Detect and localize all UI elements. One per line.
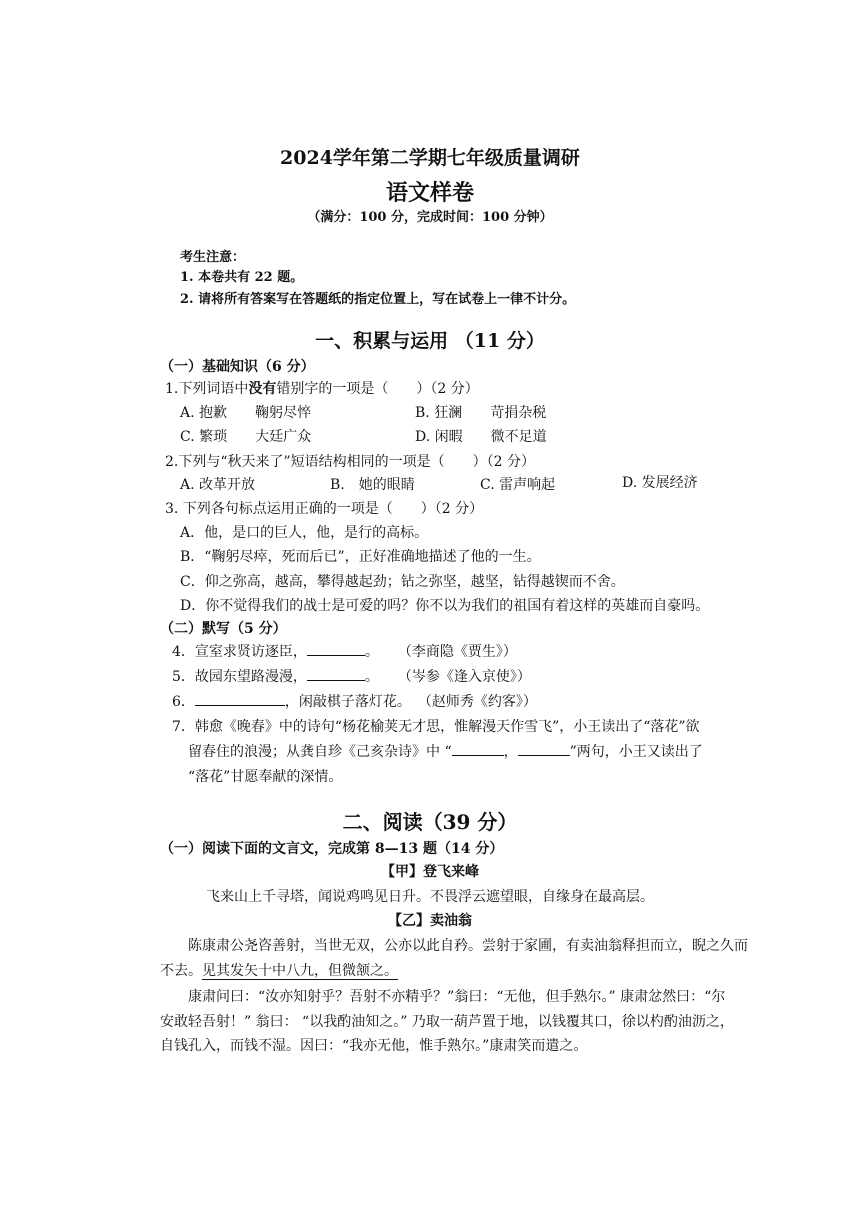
question-3-option-c: C．仰之弥高，越高，攀得越起劲；钻之弥坚，越坚，钻得越锲而不舍。 bbox=[180, 574, 625, 590]
notice-item-1: 1. 本卷共有 22 题。 bbox=[180, 270, 304, 285]
exam-info: （满分：100 分，完成时间：100 分钟） bbox=[307, 210, 553, 225]
passage-yi-title: 【乙】卖油翁 bbox=[388, 913, 472, 929]
exam-subject-title: 语文样卷 bbox=[385, 180, 474, 206]
question-6: 6． ，闲敲棋子落灯花。 （赵师秀《约客》） bbox=[172, 691, 537, 711]
subsection-basic-knowledge: （一）基础知识（6 分） bbox=[160, 359, 315, 375]
section-1-title: 一、积累与运用 （11 分） bbox=[315, 330, 545, 352]
answer-blank[interactable] bbox=[195, 691, 285, 706]
question-1-option-b: B. 狂澜 苛捐杂税 bbox=[415, 405, 547, 421]
question-1-option-a: A. 抱歉 鞠躬尽悴 bbox=[180, 405, 312, 421]
question-1-option-c: C. 繁琐 大廷广众 bbox=[180, 429, 312, 445]
question-7-line-3: “落花”甘愿奉献的深情。 bbox=[188, 769, 343, 785]
subsection-classical-reading: （一）阅读下面的文言文，完成第 8—13 题（14 分） bbox=[160, 841, 504, 857]
question-2-option-c: C. 雷声响起 bbox=[480, 477, 556, 493]
underlined-sentence: 见其发矢十中八九，但微颔之。 bbox=[202, 963, 398, 979]
answer-blank[interactable] bbox=[518, 741, 570, 756]
question-3-option-d: D．你不觉得我们的战士是可爱的吗？你不以为我们的祖国有着这样的英雄而自豪吗。 bbox=[180, 598, 710, 614]
question-5: 5．故园东望路漫漫， 。 （岑参《逢入京使》） bbox=[172, 666, 531, 686]
passage-jia-title: 【甲】登飞来峰 bbox=[381, 864, 479, 880]
question-2-option-a: A. 改革开放 bbox=[180, 477, 256, 493]
question-3-stem: 3. 下列各句标点运用正确的一项是（ ）（2 分） bbox=[165, 501, 484, 517]
passage-yi-paragraph-1-line-1: 陈康肃公尧咨善射，当世无双，公亦以此自矜。尝射于家圃，有卖油翁释担而立，睨之久而 bbox=[188, 938, 748, 954]
passage-yi-paragraph-2-line-3: 自钱孔入，而钱不湿。因曰：“我亦无他，惟手熟尔。”康肃笑而遣之。 bbox=[160, 1038, 588, 1054]
question-2-option-d: D. 发展经济 bbox=[622, 475, 698, 491]
passage-yi-paragraph-1-line-2: 不去。见其发矢十中八九，但微颔之。 bbox=[160, 963, 398, 979]
question-1-stem: 1.下列词语中没有错别字的一项是（ ）（2 分） bbox=[165, 381, 479, 397]
notice-item-2: 2. 请将所有答案写在答题纸的指定位置上，写在试卷上一律不计分。 bbox=[180, 292, 576, 307]
exam-title: 2024学年第二学期七年级质量调研 bbox=[280, 147, 580, 169]
passage-jia-text: 飞来山上千寻塔，闻说鸡鸣见日升。不畏浮云遮望眼，自缘身在最高层。 bbox=[206, 889, 654, 905]
answer-blank[interactable] bbox=[307, 666, 365, 681]
passage-yi-paragraph-2-line-1: 康肃问曰：“汝亦知射乎？吾射不亦精乎？”翁曰：“无他，但手熟尔。” 康肃忿然曰：“尔 bbox=[188, 989, 726, 1005]
question-4: 4．宣室求贤访逐臣， 。 （李商隐《贾生》） bbox=[172, 641, 517, 661]
notice-heading: 考生注意： bbox=[180, 250, 246, 265]
passage-yi-paragraph-2-line-2: 安敢轻吾射！” 翁曰： “以我酌油知之。” 乃取一葫芦置于地，以钱覆其口，徐以杓酌油沥之， bbox=[160, 1014, 734, 1030]
question-3-option-b: B．“鞠躬尽瘁，死而后已”，正好准确地描述了他的一生。 bbox=[180, 549, 541, 565]
question-7-line-1: 7．韩愈《晚春》中的诗句“杨花榆荚无才思，惟解漫天作雪飞”，小王读出了“落花”欲 bbox=[172, 719, 700, 735]
answer-blank[interactable] bbox=[452, 741, 504, 756]
question-7-line-2: 留春住的浪漫；从龚自珍《己亥杂诗》中 “ ， ”两句，小王又读出了 bbox=[188, 741, 703, 761]
question-2-stem: 2.下列与“秋天来了”短语结构相同的一项是（ ）（2 分） bbox=[165, 454, 536, 470]
question-1-option-d: D. 闲暇 微不足道 bbox=[415, 429, 547, 445]
question-3-option-a: A．他，是口的巨人，他，是行的高标。 bbox=[180, 525, 429, 541]
answer-blank[interactable] bbox=[307, 641, 365, 656]
question-2-option-b: B. 她的眼睛 bbox=[330, 477, 415, 493]
section-2-title: 二、阅读（39 分） bbox=[342, 810, 518, 834]
subsection-dictation: （二）默写（5 分） bbox=[160, 621, 287, 637]
